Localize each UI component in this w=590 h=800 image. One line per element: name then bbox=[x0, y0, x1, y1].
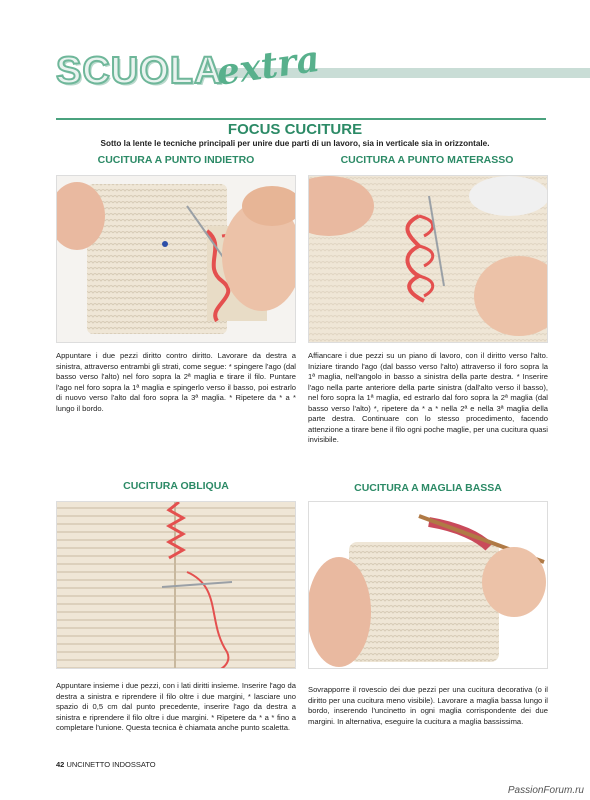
page-number: 42 bbox=[56, 760, 65, 769]
focus-title: FOCUS CUCITURE bbox=[227, 121, 363, 138]
section-title-punto-indietro: CUCITURA A PUNTO INDIETRO bbox=[97, 154, 255, 166]
magazine-name: UNCINETTO INDOSSATO bbox=[66, 760, 156, 769]
header-scuola: SCUOLA bbox=[56, 50, 223, 92]
magazine-header bbox=[0, 37, 590, 100]
section-title-punto-materasso: CUCITURA A PUNTO MATERASSO bbox=[340, 154, 514, 166]
text-obliqua: Appuntare insieme i due pezzi, con i lati diritti insieme. Inserire l'ago da destra a sinistra e riprendere il filo oltre i due margini, * lasciare uno spazio di 0,5 cm dal punto precedente, inserire l'ago da destra a sinistra e riprendere il filo oltre i due margini. * Ripetere da * a * fino a completare l'unione. Questa tecnica è chiamata anche punto scaletta. bbox=[56, 681, 296, 732]
footer bbox=[56, 760, 156, 769]
focus-intro: Sotto la lente le tecniche principali per unire due parti di un lavoro, sia in verticale sia in orizzontale. bbox=[100, 139, 490, 148]
photo-maglia-bassa bbox=[308, 501, 548, 669]
section-title-maglia-bassa: CUCITURA A MAGLIA BASSA bbox=[354, 482, 502, 494]
photo-obliqua bbox=[56, 501, 296, 669]
top-rule bbox=[56, 118, 546, 120]
watermark: PassionForum.ru bbox=[507, 785, 584, 796]
text-punto-indietro: Appuntare i due pezzi diritto contro diritto. Lavorare da destra a sinistra, attraverso entrambi gli strati, come segue: * spingere l'ago (dal basso verso l'alto) nel foro sopra la 2ª maglia e tirare il filo. Puntare l'ago nel foro sopra la 1ª maglia e spingerlo verso il basso, poi estrarlo di nuovo verso l'alto dal foro sopra la 3ª maglia. * Ripetere da * a * lungo il bordo. bbox=[56, 351, 296, 413]
section-title-obliqua: CUCITURA OBLIQUA bbox=[123, 480, 229, 492]
photo-punto-materasso bbox=[308, 175, 548, 343]
header-extra: extra bbox=[214, 37, 323, 94]
photo-punto-indietro bbox=[56, 175, 296, 343]
text-maglia-bassa: Sovrapporre il rovescio dei due pezzi per una cucitura decorativa (o il diritto per una cucitura meno visibile). Lavorare a maglia bassa lungo il bordo, inserendo l'uncinetto in ogni maglia corrispondente dei due margini. In alternativa, eseguire la cucitura a maglia bassissima. bbox=[308, 685, 548, 726]
text-punto-materasso: Affiancare i due pezzi su un piano di lavoro, con il diritto verso l'alto. Iniziare tirando l'ago (dal basso verso l'alto) attraverso il foro sopra la 1ª maglia, nell'angolo in basso a sinistra della parte destra. * Inserire l'ago nella parte anteriore della parte sinistra (dall'alto verso il basso), nel foro sopra la 1ª maglia, ed estrarlo dal foro sopra la 2ª maglia (dal basso verso l'alto) *, ripetere da * a * nella 2ª e nella 3ª maglia della parte destra. Continuare con lo stesso procedimento, facendo attenzione a tirare bene il filo ogni poche maglie, per una cucitura quasi invisibile. bbox=[308, 351, 548, 444]
